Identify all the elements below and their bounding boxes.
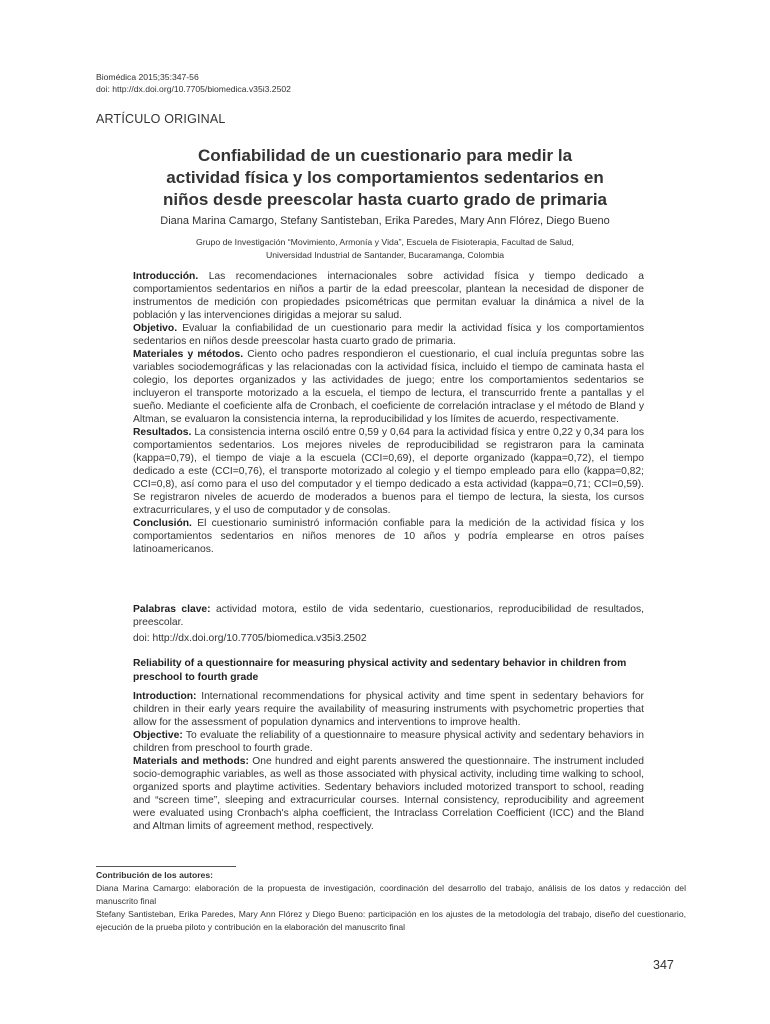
abstract-english	[133, 690, 644, 833]
keywords-text: actividad motora, estilo de vida sedentario, cuestionarios, reproducibilidad de resultados, preescolar.	[133, 604, 644, 628]
section-label: ARTÍCULO ORIGINAL	[96, 112, 226, 126]
abstract-conclusion	[133, 517, 644, 556]
affiliation-line: Grupo de Investigación “Movimiento, Armonía y Vida”, Escuela de Fisioterapia, Facultad de Salud,	[196, 237, 574, 247]
conclusion-label: Conclusión.	[133, 518, 192, 529]
intro-label: Introducción.	[133, 271, 199, 282]
author-list: Diana Marina Camargo, Stefany Santisteban, Erika Paredes, Mary Ann Flórez, Diego Bueno	[160, 215, 610, 227]
keywords	[133, 603, 644, 629]
methods-text-en: One hundred and eight parents answered the questionnaire. The instrument included socio-demographic variables, as well as those associated with physical activity, including time walking to school, organized sports and playtime activities. Sedentary behaviors included motorized transport to school, reading and “screen time”, sleeping and extracurricular courses. Internal consistency, reproducibility and agreement were evaluated using Cronbach's alpha coefficient, the Intraclass Correlation Coefficient (ICC) and the Bland and Altman limits of agreement method, respectively.	[133, 756, 644, 832]
contributions-heading: Contribución de los autores:	[96, 870, 213, 880]
methods-label-en: Materials and methods:	[133, 756, 249, 767]
article-doi: doi: http://dx.doi.org/10.7705/biomedica.v35i3.2502	[133, 633, 367, 644]
title-line: actividad física y los comportamientos sedentarios en	[166, 168, 604, 187]
affiliation	[96, 236, 674, 261]
abstract-methods	[133, 348, 644, 426]
contribution-paragraph: Diana Marina Camargo: elaboración de la propuesta de investigación, coordinación del desarrollo del trabajo, análisis de los datos y redacción del manuscrito final	[96, 883, 686, 906]
journal-citation: Biomédica 2015;35:347-56	[96, 72, 199, 82]
affiliation-line: Universidad Industrial de Santander, Bucaramanga, Colombia	[265, 249, 505, 260]
abstract-objective-en	[133, 729, 644, 755]
contribution-paragraph: Stefany Santisteban, Erika Paredes, Mary Ann Flórez y Diego Bueno: participación en los ajustes de la metodología del trabajo, diseño del cuestionario, ejecución de la prueba piloto y contribución en la elaboración del manuscrito final	[96, 909, 686, 932]
english-title: Reliability of a questionnaire for measuring physical activity and sedentary behavior in children from preschool to fourth grade	[133, 658, 627, 683]
intro-label-en: Introduction:	[133, 691, 197, 702]
results-label: Resultados.	[133, 427, 192, 438]
intro-text-en: International recommendations for physical activity and time spent in sedentary behaviors for children in their early years require the availability of measuring instruments with psychometric properties that allow for the assessment of population dynamics and interventions to improve health.	[133, 691, 644, 728]
results-text: La consistencia interna osciló entre 0,59 y 0,64 para la actividad física y entre 0,22 y 0,34 para los comportamientos sedentarios. Los mejores niveles de reproducibilidad se registraron para la caminata (kappa=0,79), el tiempo de viaje a la escuela (CCI=0,69), el deporte organizado (kappa=0,72), el tiempo dedicado a este (CCI=0,76), el transporte motorizado al colegio y el tiempo empleado para ello (kappa=0,82; CCI=0,8), así como para el uso del computador y el tiempo dedicado a esta actividad (kappa=0,71; CCI=0,59). Se registraron niveles de acuerdo de moderados a buenos para el tiempo de lectura, la siesta, los cursos extracurriculares, y el uso de computador y de consolas.	[133, 427, 644, 516]
article-title	[96, 145, 674, 211]
title-line: Confiabilidad de un cuestionario para medir la	[197, 146, 573, 165]
methods-text: Ciento ocho padres respondieron el cuestionario, el cual incluía preguntas sobre las variables sociodemográficas y las relacionadas con la actividad física, incluido el tiempo de caminata hasta el colegio, los deportes organizados y las actividades de juego; entre los comportamientos sedentarios se incluyeron el transporte motorizado a la escuela, el tiempo de lectura, el transcurrido frente a pantallas y el sueño. Mediante el coeficiente alfa de Cronbach, el coeficiente de correlación intraclase y el método de Bland y Altman, se evaluaron la consistencia interna, la reproducibilidad y los límites de acuerdo, respectivamente.	[133, 349, 644, 425]
objective-label: Objetivo.	[133, 323, 178, 334]
abstract-results	[133, 426, 644, 517]
abstract-spanish	[133, 270, 644, 556]
objective-text: Evaluar la confiabilidad de un cuestionario para medir la actividad física y los comportamientos sedentarios en niños desde preescolar hasta cuarto grado de primaria.	[133, 323, 644, 347]
methods-label: Materiales y métodos.	[133, 349, 244, 360]
objective-label-en: Objective:	[133, 730, 183, 741]
author-contributions	[96, 869, 686, 934]
footnote-divider	[96, 866, 236, 867]
abstract-intro-en	[133, 690, 644, 729]
keywords-label: Palabras clave:	[133, 604, 211, 615]
page-number: 347	[653, 958, 674, 972]
abstract-methods-en	[133, 755, 644, 833]
journal-header	[96, 72, 291, 95]
objective-text-en: To evaluate the reliability of a questionnaire to measure physical activity and sedentary behaviors in children from preschool to fourth grade.	[133, 730, 644, 754]
header-doi: doi: http://dx.doi.org/10.7705/biomedica.v35i3.2502	[96, 83, 291, 94]
conclusion-text: El cuestionario suministró información confiable para la medición de la actividad física y los comportamientos sedentarios en niños menores de 10 años y podría emplearse en otros países latinoamericanos.	[133, 518, 644, 555]
abstract-intro	[133, 270, 644, 322]
intro-text: Las recomendaciones internacionales sobre actividad física y tiempo dedicado a comportamientos sedentarios en niños a partir de la edad preescolar, plantean la necesidad de disponer de instrumentos de medición con propiedades psicométricas que permitan evaluar la dinámica a nivel de la población y las intervenciones dirigidas a mejorar su salud.	[133, 271, 644, 321]
title-line: niños desde preescolar hasta cuarto grado de primaria	[162, 190, 608, 209]
abstract-objective	[133, 322, 644, 348]
